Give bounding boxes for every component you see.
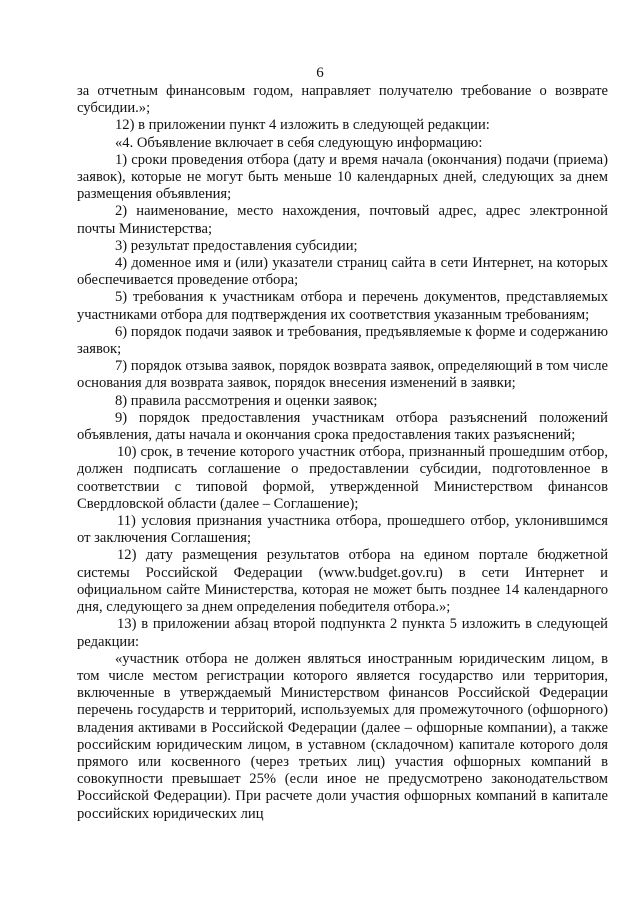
paragraph-item-12-intro: 12) в приложении пункт 4 изложить в следующей редакции: bbox=[115, 117, 490, 134]
paragraph-item-13-intro: 13) в приложении абзац второй подпункта 2 пункта 5 изложить в следующей редакции: bbox=[77, 616, 608, 650]
list-item-3: 3) результат предоставления субсидии; bbox=[115, 237, 358, 254]
list-item-5: 5) требования к участникам отбора и перечень документов, представляемых участниками отбора для подтверждения их соответствия указанным требованиям; bbox=[77, 289, 608, 323]
list-item-7: 7) порядок отзыва заявок, порядок возврата заявок, определяющий в том числе основания для возврата заявок, порядок внесения изменений в заявки; bbox=[77, 358, 608, 392]
list-item-6: 6) порядок подачи заявок и требования, предъявляемые к форме и содержанию заявок; bbox=[77, 323, 608, 358]
list-item-8: 8) правила рассмотрения и оценки заявок; bbox=[115, 392, 378, 409]
list-item-10: 10) срок, в течение которого участник отбора, признанный прошедшим отбор, должен подписать соглашение о предоставлении субсидии, подготовленное в соответствии с типовой формой, утвержденной Министерством финансов Свердловской области (далее – Соглашение); bbox=[77, 444, 608, 512]
list-item-1: 1) сроки проведения отбора (дату и время начала (окончания) подачи (приема) заявок), которые не могут быть меньше 10 календарных дней, следующих за днем размещения объявления; bbox=[77, 151, 608, 203]
page-number: 6 bbox=[316, 65, 324, 81]
list-item-2: 2) наименование, место нахождения, почтовый адрес, адрес электронной почты Министерства; bbox=[77, 203, 608, 237]
list-item-4: 4) доменное имя и (или) указатели страниц сайта в сети Интернет, на которых обеспечивается проведение отбора; bbox=[77, 255, 608, 289]
paragraph-clause-4-heading: «4. Объявление включает в себя следующую информацию: bbox=[115, 134, 483, 151]
document-body bbox=[77, 83, 608, 823]
list-item-12: 12) дату размещения результатов отбора на едином портале бюджетной системы Российской Федерации (www.budget.gov.ru) в сети Интернет и официальном сайте Министерства, которая не может быть позднее 14 календарного дня, следующего за днем определения победителя отбора.»; bbox=[77, 547, 608, 616]
paragraph-quoted-text: «участник отбора не должен являться иностранным юридическим лицом, в том числе местом регистрации которого является государство или территория, включенные в утверждаемый Министерством финансов Российской Федерации перечень государств и территорий, используемых для промежуточного (офшорного) владения активами в Российской Федерации (далее – офшорные компании), а также российским юридическим лицом, в уставном (складочном) капитале которого доля прямого или косвенного (через третьих лиц) участия офшорных компаний в совокупности превышает 25% (если иное не предусмотрено законодательством Российской Федерации). При расчете доли участия офшорных компаний в капитале российских юридических лиц bbox=[77, 650, 608, 822]
list-item-11: 11) условия признания участника отбора, прошедшего отбор, уклонившимся от заключения Соглашения; bbox=[77, 513, 608, 547]
list-item-9: 9) порядок предоставления участникам отбора разъяснений положений объявления, даты начала и окончания срока предоставления таких разъяснений; bbox=[77, 409, 608, 444]
paragraph-continuation: за отчетным финансовым годом, направляет получателю требование о возврате субсидии.»; bbox=[77, 83, 608, 117]
